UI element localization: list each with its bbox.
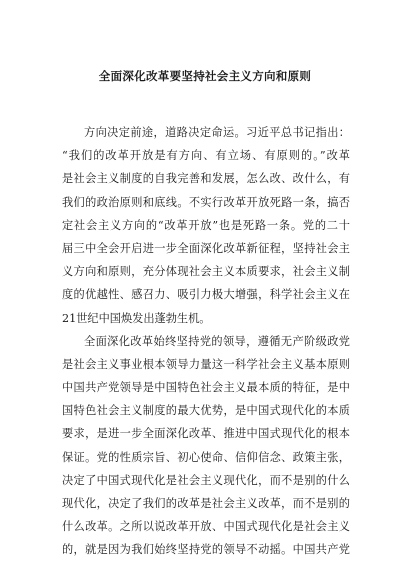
paragraph-line: 决定了中国式现代化是社会主义现代化，而不是别的什么 [62, 473, 350, 487]
paragraph-line: 是社会主义制度的自我完善和发展，怎么改、改什么，有 [62, 172, 350, 186]
paragraph-line: 保证。党的性质宗旨、初心使命、信仰信念、政策主张， [62, 450, 350, 464]
paragraph-line: 21世纪中国焕发出蓬勃生机。 [62, 311, 211, 325]
paragraph-line: 度的优越性、感召力、吸引力极大增强，科学社会主义在 [62, 288, 350, 302]
paragraph-line: 国特色社会主义制度的最大优势，是中国式现代化的本质 [62, 404, 350, 418]
paragraph-line: 什么改革。之所以说改革开放、中国式现代化是社会主义 [62, 520, 350, 534]
document-body [62, 121, 350, 562]
paragraph-line: 定社会主义方向的“改革开放”也是死路一条。党的二十 [62, 218, 350, 232]
paragraph-line: 义方向和原则，充分体现社会主义本质要求，社会主义制 [62, 265, 350, 279]
paragraph-line: 方向决定前途，道路决定命运。习近平总书记指出： [84, 126, 350, 139]
paragraph-party-leadership [62, 330, 350, 562]
paragraph-line: 我们的政治原则和底线。不实行改革开放死路一条，搞否 [62, 195, 350, 209]
paragraph-line: 现代化，决定了我们的改革是社会主义改革，而不是别的 [62, 497, 350, 510]
paragraph-direction [62, 121, 350, 330]
document-title: 全面深化改革要坚持社会主义方向和原则 [98, 69, 312, 83]
paragraph-line: 的，就是因为我们始终坚持党的领导不动摇。中国共产党 [62, 543, 350, 557]
paragraph-line: 是社会主义事业根本领导力量这一科学社会主义基本原则 [62, 357, 350, 371]
paragraph-line: “我们的改革开放是有方向、有立场、有原则的。”改革 [62, 149, 350, 163]
paragraph-line: 要求，是进一步全面深化改革、推进中国式现代化的根本 [62, 427, 350, 441]
paragraph-line: 中国共产党领导是中国特色社会主义最本质的特征，是中 [62, 381, 350, 395]
paragraph-line: 全面深化改革始终坚持党的领导，遵循无产阶级政党 [84, 334, 350, 348]
paragraph-line: 届三中全会开启进一步全面深化改革新征程，坚持社会主 [62, 241, 350, 255]
